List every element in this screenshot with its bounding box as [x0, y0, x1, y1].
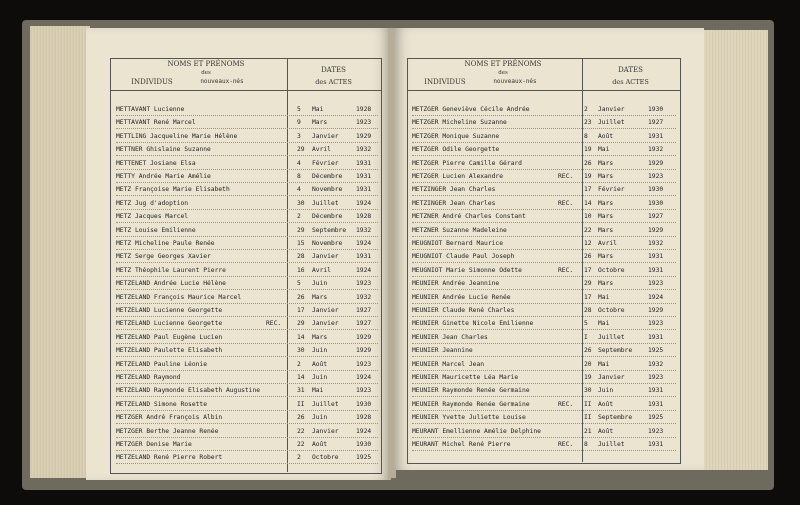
left-row-rule: [116, 410, 378, 411]
row-suffix: REC.: [558, 266, 574, 274]
right-row-rule: [412, 423, 676, 424]
row-month: Mai: [312, 106, 324, 113]
row-name: METTNER Ghislaine Suzanne: [116, 146, 211, 154]
row-month: Mars: [312, 119, 328, 127]
left-row-rule: [116, 182, 378, 183]
right-row-rule: [412, 329, 676, 330]
row-name: MEUNIER Raymonde Renée Germaine: [412, 387, 530, 395]
right-header-individus: INDIVIDUS: [424, 78, 466, 86]
row-year: 1931: [648, 333, 664, 341]
row-name: METTY Andrée Marie Amélie: [116, 173, 211, 180]
right-header-dates: DATES: [618, 66, 643, 74]
row-name: MEUNIER Andrée Jeannine: [412, 280, 500, 288]
row-year: 1929: [356, 333, 372, 341]
row-day: 19: [584, 374, 592, 381]
row-month: Janvier: [598, 106, 625, 113]
row-name: METZ Serge Georges Xavier: [116, 253, 211, 261]
row-month: Août: [598, 400, 614, 408]
row-month: Janvier: [598, 374, 625, 381]
row-name: METZGER Odile Georgette: [412, 146, 500, 154]
row-month: Août: [598, 427, 614, 435]
row-name: METZNER Suzanne Madeleine: [412, 226, 507, 234]
row-year: 1929: [648, 226, 664, 234]
row-year: 1928: [356, 213, 372, 221]
row-month: Avril: [312, 146, 331, 154]
right-row-rule: [412, 209, 676, 210]
row-month: Septembre: [598, 347, 633, 355]
row-day: 30: [584, 387, 592, 395]
row-day: 22: [297, 441, 305, 448]
row-month: Septembre: [598, 414, 633, 422]
right-row-rule: [412, 128, 676, 129]
right-row-rule: [412, 396, 676, 397]
row-day: 26: [297, 293, 305, 301]
row-year: 1929: [356, 132, 372, 140]
row-year: 1931: [356, 173, 372, 180]
right-row-rule: [412, 316, 676, 317]
row-year: 1923: [356, 360, 372, 368]
row-month: Juin: [598, 387, 614, 395]
left-row-rule: [116, 396, 378, 397]
row-suffix: REC.: [558, 400, 574, 408]
left-row-rule: [116, 276, 378, 277]
row-name: MEURANT Michel René Pierre: [412, 441, 511, 448]
row-day: 2: [297, 454, 301, 462]
row-day: 17: [584, 266, 592, 274]
row-year: 1930: [648, 199, 664, 207]
left-page: [86, 28, 391, 480]
right-row-rule: [412, 262, 676, 263]
right-header-names-des: des: [498, 70, 508, 76]
row-name: METZ Micheline Paule Renée: [116, 240, 215, 247]
row-name: METZGER Denise Marie: [116, 441, 192, 448]
row-year: 1925: [356, 454, 372, 462]
row-year: 1931: [648, 266, 664, 274]
left-row-rule: [116, 236, 378, 237]
row-year: 1923: [356, 280, 372, 288]
row-day: 14: [584, 199, 592, 207]
right-page: [393, 28, 704, 470]
row-year: 1932: [356, 146, 372, 154]
row-day: 29: [297, 226, 305, 234]
row-name: METTENET Josiane Elsa: [116, 159, 196, 167]
row-day: 26: [584, 253, 592, 261]
row-month: Juillet: [598, 333, 625, 341]
row-year: 1927: [356, 307, 372, 314]
row-day: II: [297, 400, 305, 408]
row-day: 2: [297, 360, 301, 368]
row-month: Novembre: [312, 240, 343, 247]
left-row-rule: [116, 343, 378, 344]
left-row-rule: [116, 423, 378, 424]
row-year: 1932: [356, 293, 372, 301]
row-day: 4: [297, 159, 301, 167]
row-month: Mars: [598, 213, 614, 221]
row-year: 1923: [356, 119, 372, 127]
row-name: MEUNIER Andrée Lucie Renée: [412, 293, 511, 301]
row-name: MEURANT Emellienne Amélie Delphine: [412, 427, 541, 435]
row-year: 1930: [648, 106, 664, 113]
row-year: 1929: [648, 307, 664, 314]
row-name: MEUNIER Yvette Juliette Louise: [412, 414, 526, 422]
row-month: Juillet: [312, 199, 339, 207]
row-name: MEUNIER Jean Charles: [412, 333, 488, 341]
left-row-rule: [116, 383, 378, 384]
row-suffix: REC.: [266, 320, 282, 328]
row-name: MEUNIER Mauricette Léa Marie: [412, 374, 519, 381]
row-year: 1923: [648, 173, 664, 180]
row-year: 1931: [356, 159, 372, 167]
row-month: Août: [312, 441, 328, 448]
row-name: METZINGER Jean Charles: [412, 186, 496, 194]
left-row-rule: [116, 115, 378, 116]
row-name: METTLING Jacqueline Marie Hélène: [116, 132, 238, 140]
row-suffix: REC.: [558, 173, 574, 180]
row-day: 17: [584, 186, 592, 194]
row-name: METZGER Lucien Alexandre: [412, 173, 503, 180]
row-year: 1931: [648, 400, 664, 408]
row-name: METZNER André Charles Constant: [412, 213, 526, 221]
row-month: Septembre: [312, 226, 347, 234]
row-name: METZELAND Pauline Léonie: [116, 360, 207, 368]
right-header-rule: [407, 90, 680, 91]
row-year: 1927: [648, 119, 664, 127]
left-row-rule: [116, 437, 378, 438]
row-year: 1931: [648, 387, 664, 395]
left-header-dates: DATES: [321, 66, 346, 74]
row-name: METZ Louise Emilienne: [116, 226, 196, 234]
left-row-rule: [116, 370, 378, 371]
row-month: Octobre: [598, 307, 625, 314]
row-day: 26: [584, 159, 592, 167]
row-month: Mai: [598, 360, 610, 368]
left-row-rule: [116, 303, 378, 304]
row-year: 1929: [648, 159, 664, 167]
row-month: Avril: [598, 240, 617, 247]
row-day: 28: [584, 307, 592, 314]
row-name: MEUNIER Jeannine: [412, 347, 473, 355]
row-year: 1923: [648, 320, 664, 328]
left-row-rule: [116, 316, 378, 317]
row-year: 1923: [648, 374, 664, 381]
row-day: 5: [297, 106, 301, 113]
row-name: METZINGER Jean Charles: [412, 199, 496, 207]
row-month: Mars: [312, 333, 328, 341]
row-day: 19: [584, 173, 592, 180]
row-name: METZELAND Simone Rosette: [116, 400, 207, 408]
right-row-rule: [412, 142, 676, 143]
right-header-names-title: NOMS ET PRÉNOMS: [464, 60, 542, 68]
left-row-rule: [116, 450, 378, 451]
right-row-rule: [412, 155, 676, 156]
left-row-rule: [116, 209, 378, 210]
row-month: Avril: [312, 266, 331, 274]
row-year: 1930: [356, 400, 372, 408]
right-row-rule: [412, 236, 676, 237]
row-month: Juillet: [598, 119, 625, 127]
row-month: Juillet: [312, 400, 339, 408]
right-row-rule: [412, 276, 676, 277]
left-row-rule: [116, 289, 378, 290]
left-row-rule: [116, 195, 378, 196]
row-year: 1932: [356, 226, 372, 234]
row-name: METZ Jacques Marcel: [116, 213, 189, 221]
row-year: 1931: [356, 186, 372, 194]
left-row-rule: [116, 249, 378, 250]
row-year: 1928: [356, 414, 372, 422]
right-row-rule: [412, 450, 676, 451]
left-header-names-des: des: [201, 70, 211, 76]
left-row-rule: [116, 128, 378, 129]
row-month: Janvier: [312, 132, 339, 140]
right-row-rule: [412, 195, 676, 196]
row-day: 29: [584, 280, 592, 288]
row-day: 23: [584, 119, 592, 127]
row-month: Juin: [312, 374, 328, 381]
row-year: 1931: [356, 253, 372, 261]
row-year: 1931: [648, 441, 664, 448]
row-name: METZELAND Lucienne Georgette: [116, 320, 223, 328]
right-row-rule: [412, 356, 676, 357]
row-month: Janvier: [312, 320, 339, 328]
row-month: Janvier: [312, 307, 339, 314]
row-month: Juillet: [598, 441, 625, 448]
row-name: METZGER André François Albin: [116, 414, 223, 422]
right-row-rule: [412, 249, 676, 250]
row-name: METZ Théophile Laurent Pierre: [116, 266, 226, 274]
row-day: 5: [584, 320, 588, 328]
row-name: MEUNIER Marcel Jean: [412, 360, 485, 368]
row-year: 1925: [648, 414, 664, 422]
row-month: Août: [312, 360, 328, 368]
row-year: 1924: [356, 374, 372, 381]
row-name: METZGER Pierre Camille Gérard: [412, 159, 522, 167]
row-month: Décembre: [312, 173, 343, 180]
row-month: Août: [598, 132, 614, 140]
row-year: 1925: [648, 347, 664, 355]
row-year: 1932: [648, 240, 664, 247]
row-name: METZELAND Andrée Lucie Hélène: [116, 280, 226, 288]
row-day: II: [584, 414, 592, 422]
left-header-dates-sub: des ACTES: [315, 78, 352, 86]
row-year: 1931: [648, 253, 664, 261]
left-row-rule: [116, 169, 378, 170]
right-row-rule: [412, 115, 676, 116]
left-row-rule: [116, 222, 378, 223]
row-day: 26: [584, 347, 592, 355]
row-day: 28: [297, 253, 305, 261]
row-year: 1929: [356, 347, 372, 355]
row-suffix: REC.: [558, 199, 574, 207]
row-day: 29: [297, 146, 305, 154]
page-edges-left: [30, 26, 90, 478]
left-header-individus: INDIVIDUS: [131, 78, 173, 86]
row-year: 1924: [356, 266, 372, 274]
right-row-rule: [412, 182, 676, 183]
row-month: Février: [598, 186, 625, 194]
row-name: METZELAND Paulette Elisabeth: [116, 347, 223, 355]
row-month: Novembre: [312, 186, 343, 194]
row-year: 1924: [648, 293, 664, 301]
row-name: METZGER Geneviève Cécile Andrée: [412, 106, 530, 113]
row-day: 31: [297, 387, 305, 395]
row-year: 1927: [356, 320, 372, 328]
row-year: 1930: [356, 441, 372, 448]
right-row-rule: [412, 370, 676, 371]
row-name: METZ Françoise Marie Elisabeth: [116, 186, 230, 194]
row-name: MEUNIER Ginette Nicole Emilienne: [412, 320, 534, 328]
row-month: Mai: [598, 146, 610, 154]
row-year: 1932: [648, 360, 664, 368]
page-edges-right: [702, 30, 768, 470]
row-day: 8: [584, 132, 588, 140]
row-month: Janvier: [312, 253, 339, 261]
right-row-rule: [412, 222, 676, 223]
right-row-rule: [412, 343, 676, 344]
row-month: Juin: [312, 280, 328, 288]
row-year: 1930: [648, 186, 664, 194]
row-name: METZELAND Lucienne Georgette: [116, 307, 223, 314]
left-row-rule: [116, 142, 378, 143]
row-day: 15: [297, 240, 305, 247]
left-header-names-title: NOMS ET PRÉNOMS: [167, 60, 245, 68]
row-year: 1923: [648, 280, 664, 288]
row-year: 1923: [648, 427, 664, 435]
row-name: METTAVANT René Marcel: [116, 119, 196, 127]
row-day: 29: [297, 320, 305, 328]
row-name: MEUGNIOT Claude Paul Joseph: [412, 253, 515, 261]
row-year: 1928: [356, 106, 372, 113]
row-day: 8: [297, 173, 301, 180]
row-name: MEUNIER Raymonde Renée Germaine: [412, 400, 530, 408]
right-row-rule: [412, 169, 676, 170]
right-row-rule: [412, 437, 676, 438]
row-name: METZELAND René Pierre Robert: [116, 454, 223, 462]
row-year: 1932: [648, 146, 664, 154]
row-name: METZELAND François Maurice Marcel: [116, 293, 242, 301]
row-day: 17: [584, 293, 592, 301]
row-name: METZELAND Paul Eugène Lucien: [116, 333, 223, 341]
left-row-rule: [116, 329, 378, 330]
row-month: Mai: [598, 293, 610, 301]
row-day: I: [584, 333, 588, 341]
row-day: 16: [297, 266, 305, 274]
row-suffix: REC.: [558, 441, 574, 448]
row-year: 1923: [356, 387, 372, 395]
row-year: 1931: [648, 132, 664, 140]
row-month: Juin: [312, 347, 328, 355]
row-day: 2: [584, 106, 588, 113]
row-month: Mars: [598, 159, 614, 167]
row-name: MEUGNIOT Marie Simonne Odette: [412, 266, 522, 274]
row-day: 26: [297, 414, 305, 422]
row-day: 14: [297, 333, 305, 341]
row-day: 21: [584, 427, 592, 435]
row-day: 30: [297, 347, 305, 355]
row-name: METTAVANT Lucienne: [116, 106, 185, 113]
left-header-rule: [110, 90, 381, 91]
row-day: 30: [297, 199, 305, 207]
row-year: 1924: [356, 240, 372, 247]
row-name: METZGER Monique Suzanne: [412, 132, 500, 140]
row-day: 19: [584, 146, 592, 154]
row-month: Mai: [598, 320, 610, 328]
row-day: II: [584, 400, 592, 408]
row-month: Janvier: [312, 427, 339, 435]
row-name: METZ Jug d'adoption: [116, 199, 189, 207]
row-month: Mars: [598, 226, 614, 234]
row-month: Octobre: [598, 266, 625, 274]
row-name: METZELAND Raymond: [116, 374, 181, 381]
right-header-dates-sub: des ACTES: [612, 78, 649, 86]
row-month: Mars: [598, 199, 614, 207]
row-day: 22: [297, 427, 305, 435]
right-row-rule: [412, 303, 676, 304]
row-day: 10: [584, 213, 592, 221]
row-month: Mars: [598, 253, 614, 261]
row-name: MEUNIER Claude René Charles: [412, 307, 515, 314]
row-name: METZGER Micheline Suzanne: [412, 119, 507, 127]
row-name: METZGER Berthe Jeanne Renée: [116, 427, 219, 435]
left-row-rule: [116, 155, 378, 156]
row-day: 9: [297, 119, 301, 127]
left-header-nouveaux: nouveaux-nés: [200, 78, 244, 85]
row-day: 4: [297, 186, 301, 194]
right-row-rule: [412, 410, 676, 411]
row-day: 22: [584, 226, 592, 234]
row-day: 20: [584, 360, 592, 368]
right-row-rule: [412, 383, 676, 384]
left-row-rule: [116, 356, 378, 357]
row-day: 12: [584, 240, 592, 247]
left-row-rule: [116, 262, 378, 263]
row-year: 1924: [356, 199, 372, 207]
row-month: Mars: [598, 173, 614, 180]
row-day: 2: [297, 213, 301, 221]
row-day: 5: [297, 280, 301, 288]
row-month: Mars: [312, 293, 328, 301]
right-header-nouveaux: nouveaux-nés: [493, 78, 537, 85]
row-month: Octobre: [312, 454, 339, 462]
row-month: Mars: [598, 280, 614, 288]
right-row-rule: [412, 289, 676, 290]
row-day: 17: [297, 307, 305, 314]
row-month: Mai: [312, 387, 324, 395]
row-year: 1924: [356, 427, 372, 435]
row-name: METZELAND Raymonde Elisabeth Augustine: [116, 387, 261, 395]
row-month: Juin: [312, 414, 328, 422]
row-day: 8: [584, 441, 588, 448]
left-row-rule: [116, 463, 378, 464]
row-month: Décembre: [312, 213, 343, 221]
row-day: 14: [297, 374, 305, 381]
row-day: 3: [297, 132, 301, 140]
row-year: 1927: [648, 213, 664, 221]
row-name: MEUGNIOT Bernard Maurice: [412, 240, 503, 247]
row-month: Février: [312, 159, 339, 167]
